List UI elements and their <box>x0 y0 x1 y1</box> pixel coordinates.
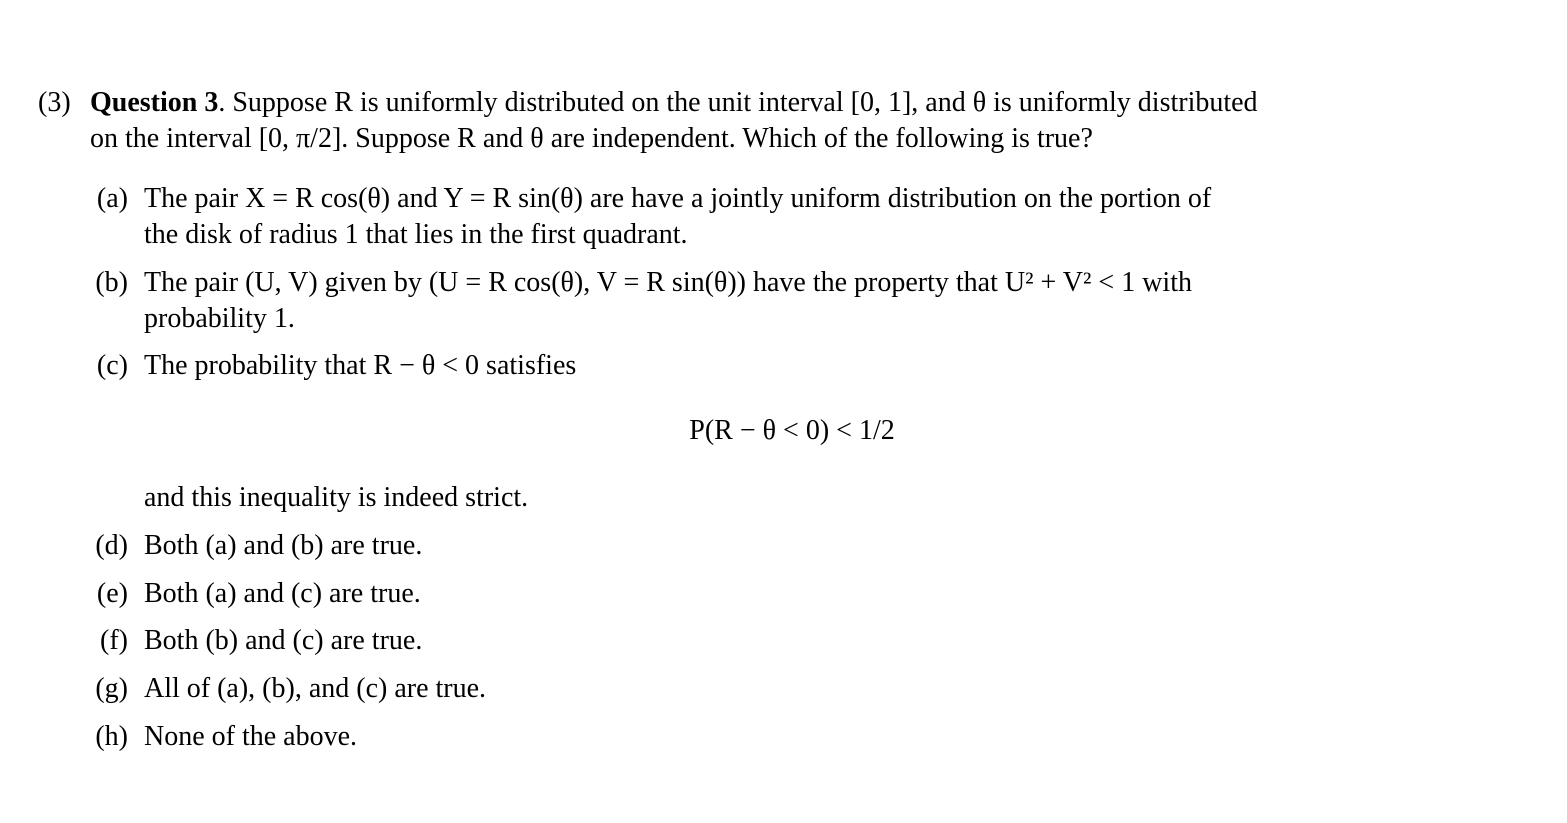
option-h-label: (h) <box>95 721 128 752</box>
option-c-display-equation: P(R − θ < 0) < 1/2 <box>689 415 895 446</box>
option-e-text: Both (a) and (c) are true. <box>144 578 421 609</box>
option-g-label: (g) <box>95 673 128 704</box>
option-c-line-1: The probability that R − θ < 0 satisfies <box>144 350 577 381</box>
option-a-label: (a) <box>96 183 128 214</box>
option-d-text: Both (a) and (b) are true. <box>144 530 423 561</box>
question-line-1 <box>90 86 1258 120</box>
option-b-line-1: The pair (U, V) given by (U = R cos(θ), V = R sin(θ)) have the property that U² + V² < 1 with <box>144 267 1192 298</box>
option-c-line-2: and this inequality is indeed strict. <box>144 482 529 513</box>
option-a-line-2: the disk of radius 1 that lies in the first quadrant. <box>144 219 688 250</box>
option-g-text: All of (a), (b), and (c) are true. <box>144 673 487 704</box>
option-d-label: (d) <box>95 530 128 561</box>
option-f-text: Both (b) and (c) are true. <box>144 625 423 656</box>
option-b-line-2: probability 1. <box>144 303 295 334</box>
question-number: (3) <box>38 87 71 118</box>
option-b-label: (b) <box>95 267 128 298</box>
question-text-1: . Suppose R is uniformly distributed on the unit interval [0, 1], and θ is uniformly distributed <box>218 87 1258 118</box>
question-line-2: on the interval [0, π/2]. Suppose R and θ are independent. Which of the following is true? <box>90 123 1093 154</box>
option-f-label: (f) <box>100 625 128 656</box>
option-c-label: (c) <box>96 350 128 381</box>
question-title: Question 3 <box>90 87 219 118</box>
option-e-label: (e) <box>96 578 128 609</box>
option-h-text: None of the above. <box>144 721 358 752</box>
option-a-line-1: The pair X = R cos(θ) and Y = R sin(θ) are have a jointly uniform distribution on the portion of <box>144 183 1212 214</box>
